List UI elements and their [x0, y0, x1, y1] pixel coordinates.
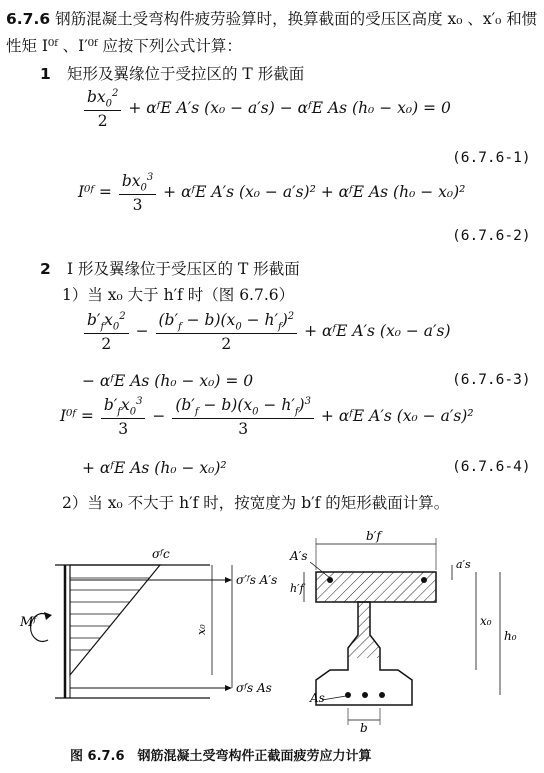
eq4-lhs: I⁰ᶠ = — [60, 407, 94, 426]
figure-caption: 图 6.7.6 钢筋混凝土受弯构件正截面疲劳应力计算 — [70, 749, 372, 764]
b-label: b — [360, 721, 368, 735]
i-section — [289, 529, 517, 735]
equation-6-7-6-2 — [78, 172, 465, 214]
eq4-fraction-a: $\frac{b'_fx_0^3}{3}$ — [101, 396, 146, 438]
case2-label: 2 — [40, 260, 51, 278]
case2-sub1: 1）当 x₀ 大于 h′f 时（图 6.7.6） — [62, 286, 295, 304]
equation-6-7-6-4: I⁰ᶠ = $\frac{b'_fx_0^3}{3}$ − $\frac{(b'_f - b)(x_0 - h'_f)^3}{3}$ + αᶠE A′s (x₀ − a′s)² — [60, 396, 474, 439]
eq2-lhs: I⁰ᶠ = — [78, 183, 112, 202]
equation-6-7-6-1 — [82, 88, 451, 130]
eq4-line1-rest: + αᶠE A′s (x₀ − a′s)² — [320, 407, 474, 426]
eq1-rest: + αᶠE A′s (x₀ − a′s) − αᶠE As (h₀ − x₀) = 0 — [128, 99, 451, 118]
case1-label: 1 — [40, 65, 51, 83]
eq2-number: (6.7.6-2) — [452, 228, 531, 244]
eq3-line2: − αᶠE As (h₀ − x₀) = 0 — [82, 372, 254, 390]
hf-prime-label: h′f — [290, 582, 304, 595]
eq4-fraction-b: $\frac{(b'_f - b)(x_0 - h'_f)^3}{3}$ — [172, 396, 314, 438]
eq4-line2: + αᶠE As (h₀ − x₀)² — [82, 459, 227, 477]
as-prime-label: A′s — [290, 549, 308, 563]
case2-label-row — [40, 257, 300, 279]
a-prime-label: a′s — [456, 558, 471, 571]
eq3-number: (6.7.6-3) — [452, 372, 531, 388]
sigma-s-label: σᶠs As — [236, 681, 272, 695]
h0-label: h₀ — [504, 629, 517, 643]
eq3-line1-rest: + αᶠE A′s (x₀ − a′s) — [304, 322, 451, 341]
case1-title: 矩形及翼缘位于受拉区的 T 形截面 — [67, 65, 305, 83]
compression-bar — [421, 577, 427, 583]
stress-diagram — [19, 547, 277, 698]
stress-triangle — [70, 565, 160, 675]
eq2-rest: + αᶠE A′s (x₀ − a′s)² + αᶠE As (h₀ − x₀)² — [163, 183, 466, 202]
x0-label-right: x₀ — [480, 614, 492, 628]
eq3-fraction-a: $\frac{b'_fx_0^2}{2}$ — [84, 311, 129, 353]
as-label: As — [310, 691, 325, 705]
case1-label-row — [40, 62, 304, 84]
equation-6-7-6-3: $\frac{b'_fx_0^2}{2}$ − $\frac{(b'_f - b)(x_0 - h'_f)^2}{2}$ + αᶠE A′s (x₀ − a′s) — [82, 311, 451, 353]
section-intro — [6, 6, 538, 60]
tension-bar — [345, 692, 351, 698]
eq2-fraction: $\frac{bx_0^3}{3}$ — [119, 172, 156, 214]
case2-title: I 形及翼缘位于受压区的 T 形截面 — [67, 260, 300, 278]
case2-sub2: 2）当 x₀ 不大于 h′f 时，按宽度为 b′f 的矩形截面计算。 — [62, 494, 450, 512]
eq4-number: (6.7.6-4) — [452, 459, 531, 475]
section-intro-text: 钢筋混凝土受弯构件疲劳验算时，换算截面的受压区高度 x₀ 、x′₀ 和惯性矩 I⁰ᶠ 、I′⁰ᶠ 应按下列公式计算： — [6, 10, 538, 55]
tension-bar — [379, 692, 385, 698]
eq1-fraction: $\frac{bx_0^2}{2}$ — [84, 88, 121, 130]
x0-label-left: x₀ — [195, 624, 208, 635]
eq1-number: (6.7.6-1) — [452, 150, 531, 166]
sigma-s-prime-label: σ′ᶠs A′s — [236, 573, 278, 587]
moment-label: Mᶠ — [20, 615, 37, 630]
bf-prime-label: b′f — [366, 529, 381, 543]
sigma-c-label: σᶠc — [152, 547, 170, 561]
tension-bar — [362, 692, 368, 698]
eq3-fraction-b: $\frac{(b'_f - b)(x_0 - h'_f)^2}{2}$ — [156, 311, 298, 353]
top-flange — [316, 572, 436, 602]
figure-diagram — [0, 520, 544, 735]
section-number: 6.7.6 — [6, 10, 51, 28]
